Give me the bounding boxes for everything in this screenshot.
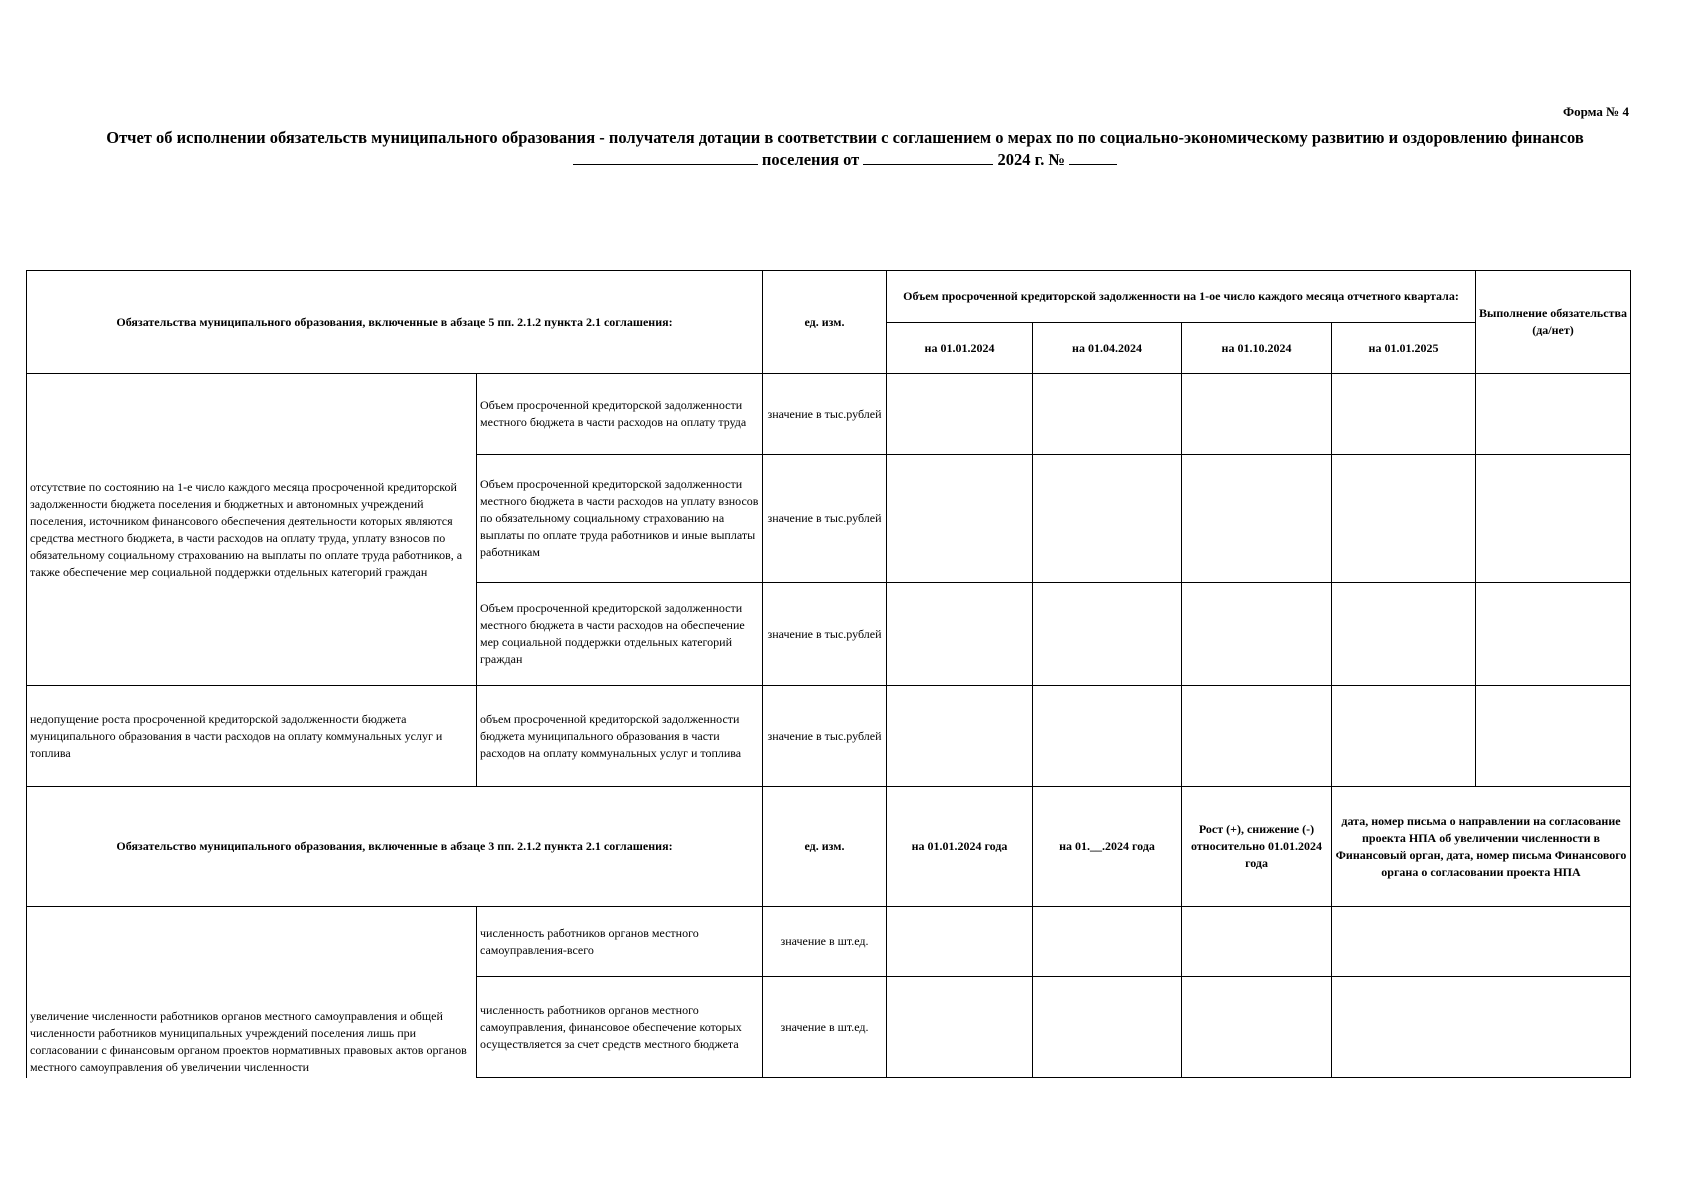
value-cell[interactable] bbox=[1332, 583, 1476, 686]
value-cell[interactable] bbox=[1182, 455, 1332, 583]
value-cell[interactable] bbox=[887, 977, 1033, 1078]
letter-info-cell[interactable] bbox=[1332, 907, 1631, 977]
value-cell[interactable] bbox=[1332, 374, 1476, 455]
indicator-labor: Объем просроченной кредиторской задолженности местного бюджета в части расходов на оплату труда bbox=[477, 374, 763, 455]
unit-cell: значение в тыс.рублей bbox=[763, 583, 887, 686]
indicator-social-support: Объем просроченной кредиторской задолженности местного бюджета в части расходов на обеспечение мер социальной поддержки отдельных категорий граждан bbox=[477, 583, 763, 686]
growth-header: Рост (+), снижение (-) относительно 01.01.2024 года bbox=[1182, 787, 1332, 907]
obligation-2-text: недопущение роста просроченной кредиторской задолженности бюджета муниципального образования в части расходов на оплату коммунальных услуг и топлива bbox=[27, 686, 477, 787]
date-header-3: на 01.10.2024 bbox=[1182, 323, 1332, 374]
date-header-2: на 01.04.2024 bbox=[1033, 323, 1182, 374]
overdue-debt-group-header: Объем просроченной кредиторской задолженности на 1-ое число каждого месяца отчетного квартала: bbox=[887, 271, 1476, 323]
indicator-insurance: Объем просроченной кредиторской задолженности местного бюджета в части расходов на уплату взносов по обязательному социальному страхованию на выплаты по оплате труда работников и иные выплаты работникам bbox=[477, 455, 763, 583]
unit-cell: значение в шт.ед. bbox=[763, 907, 887, 977]
value-cell[interactable] bbox=[887, 907, 1033, 977]
completion-header: Выполнение обязательства (да/нет) bbox=[1476, 271, 1631, 374]
table-row bbox=[27, 907, 1631, 977]
value-cell[interactable] bbox=[1033, 374, 1182, 455]
report-title bbox=[40, 127, 1650, 171]
section1-unit-header: ед. изм. bbox=[763, 271, 887, 374]
value-cell[interactable] bbox=[1182, 907, 1332, 977]
section2-date-header-1: на 01.01.2024 года bbox=[887, 787, 1033, 907]
unit-cell: значение в шт.ед. bbox=[763, 977, 887, 1078]
completion-cell[interactable] bbox=[1476, 583, 1631, 686]
value-cell[interactable] bbox=[1033, 977, 1182, 1078]
section2-date-header-2: на 01.__.2024 года bbox=[1033, 787, 1182, 907]
section1-obligations-header: Обязательства муниципального образования, включенные в абзаце 5 пп. 2.1.2 пункта 2.1 соглашения: bbox=[27, 271, 763, 374]
date-blank[interactable] bbox=[863, 150, 993, 165]
table-row bbox=[27, 686, 1631, 787]
letter-info-header: дата, номер письма о направлении на согласование проекта НПА об увеличении численности в Финансовый орган, дата, номер письма Финансового органа о согласовании проекта НПА bbox=[1332, 787, 1631, 907]
completion-cell[interactable] bbox=[1476, 455, 1631, 583]
value-cell[interactable] bbox=[1033, 686, 1182, 787]
value-cell[interactable] bbox=[1332, 686, 1476, 787]
value-cell[interactable] bbox=[887, 583, 1033, 686]
value-cell[interactable] bbox=[1033, 583, 1182, 686]
title-line-1: Отчет об исполнении обязательств муниципального образования - получателя дотации в соответствии с соглашением о мерах по по социально-экономическому развитию и оздоровлению финансов bbox=[106, 128, 1584, 147]
date-header-4: на 01.01.2025 bbox=[1332, 323, 1476, 374]
section2-header-row bbox=[27, 787, 1631, 907]
unit-cell: значение в тыс.рублей bbox=[763, 455, 887, 583]
indicator-staff-total: численность работников органов местного самоуправления-всего bbox=[477, 907, 763, 977]
value-cell[interactable] bbox=[887, 374, 1033, 455]
section2-obligations-header: Обязательство муниципального образования, включенные в абзаце 3 пп. 2.1.2 пункта 2.1 соглашения: bbox=[27, 787, 763, 907]
table-row bbox=[27, 374, 1631, 455]
title-line-2 bbox=[40, 149, 1650, 171]
value-cell[interactable] bbox=[887, 686, 1033, 787]
value-cell[interactable] bbox=[887, 455, 1033, 583]
section1-header-row bbox=[27, 271, 1631, 323]
section2-obligation-text: увеличение численности работников органов местного самоуправления и общей численности работников муниципальных учреждений поселения лишь при согласовании с финансовым органом проектов нормативных правовых актов органов местного самоуправления об увеличении численности bbox=[27, 907, 477, 1078]
number-blank[interactable] bbox=[1069, 150, 1117, 165]
letter-info-cell[interactable] bbox=[1332, 977, 1631, 1078]
completion-cell[interactable] bbox=[1476, 374, 1631, 455]
settlement-name-blank[interactable] bbox=[573, 150, 758, 165]
value-cell[interactable] bbox=[1332, 455, 1476, 583]
value-cell[interactable] bbox=[1033, 455, 1182, 583]
indicator-utilities: объем просроченной кредиторской задолженности бюджета муниципального образования в части расходов на оплату коммунальных услуг и топлива bbox=[477, 686, 763, 787]
unit-cell: значение в тыс.рублей bbox=[763, 686, 887, 787]
value-cell[interactable] bbox=[1182, 583, 1332, 686]
value-cell[interactable] bbox=[1182, 686, 1332, 787]
obligation-1-text: отсутствие по состоянию на 1-е число каждого месяца просроченной кредиторской задолженности бюджета поселения и бюджетных и автономных учреждений поселения, источником финансового обеспечения деятельности которых являются средства местного бюджета, в части расходов на оплату труда, уплату взносов по обязательному социальному страхованию на выплаты по оплате труда работников, а также обеспечение мер социальной поддержки отдельных категорий граждан bbox=[27, 374, 477, 686]
unit-cell: значение в тыс.рублей bbox=[763, 374, 887, 455]
form-number: Форма № 4 bbox=[1562, 104, 1629, 119]
completion-cell[interactable] bbox=[1476, 686, 1631, 787]
value-cell[interactable] bbox=[1033, 907, 1182, 977]
section2-unit-header: ед. изм. bbox=[763, 787, 887, 907]
title-year-number: 2024 г. № bbox=[997, 150, 1066, 169]
indicator-staff-local-budget: численность работников органов местного самоуправления, финансовое обеспечение которых осуществляется за счет средств местного бюджета bbox=[477, 977, 763, 1078]
report-table bbox=[26, 270, 1631, 1078]
value-cell[interactable] bbox=[1182, 374, 1332, 455]
date-header-1: на 01.01.2024 bbox=[887, 323, 1033, 374]
title-settlement-from: поселения от bbox=[761, 150, 860, 169]
value-cell[interactable] bbox=[1182, 977, 1332, 1078]
